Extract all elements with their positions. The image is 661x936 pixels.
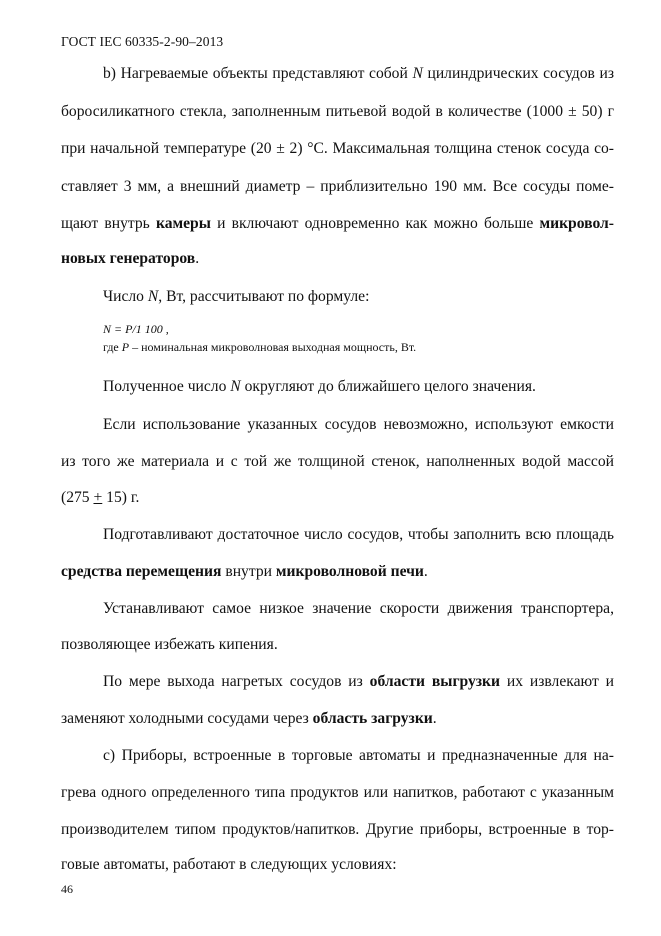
formula-expression: N = P/1 100 , (103, 322, 169, 336)
paragraph-b-line-5 (61, 215, 614, 233)
term-microwave-generators-end: новых генераторов (61, 250, 196, 267)
text-span: , Вт, рассчитывают по формуле: (158, 288, 370, 305)
prepare-line-2 (61, 563, 428, 581)
variable-N: N (412, 65, 423, 82)
alt-vessels-line-3 (61, 489, 139, 507)
formula-where-clause (103, 340, 416, 355)
alt-vessels-line-1: Если использование указанных сосудов невозможно, используют емкости (103, 416, 614, 433)
page-number: 46 (61, 882, 73, 896)
paragraph-b-line-6 (61, 250, 199, 268)
term-unload-area: области выгрузки (369, 673, 501, 690)
text-span: По мере выхода нагретых сосудов из (103, 673, 370, 690)
text-span: щают внутрь (61, 215, 156, 232)
text-span: – номинальная микроволновая выходная мощность, Вт. (129, 340, 417, 354)
unload-line-2 (61, 710, 437, 728)
text-span: Полученное число (103, 378, 231, 395)
count-formula-intro (103, 288, 369, 306)
term-load-area: область загрузки (312, 710, 433, 727)
text-span: их извлекают и (500, 673, 614, 690)
paragraph-b-line-4: ставляет 3 мм, а внешний диаметр – приблизительно 190 мм. Все сосуды поме- (61, 178, 614, 195)
speed-line-2: позволяющее избежать кипения. (61, 636, 278, 653)
paragraph-b-line-1 (103, 65, 614, 83)
text-span: 15) г. (102, 489, 140, 506)
variable-N: N (147, 288, 159, 305)
text-span: (275 (61, 489, 94, 506)
term-chamber: камеры (155, 215, 211, 232)
text-span: b) Нагреваемые объекты представляют собой (103, 65, 413, 82)
paragraph-b-line-3: при начальной температуре (20 ± 2) °С. Максимальная толщина стенок сосуда со- (61, 140, 614, 157)
paragraph-c-line-3: производителем типом продуктов/напитков. Другие приборы, встроенные в тор- (61, 821, 614, 838)
prepare-line-1: Подготавливают достаточное число сосудов, чтобы заполнить всю площадь (103, 526, 614, 543)
rounding-rule (103, 378, 536, 396)
variable-N: N (230, 378, 241, 395)
text-span: внутри (221, 563, 276, 580)
text-span: где (103, 340, 122, 354)
paragraph-b-line-2: боросиликатного стекла, заполненным питьевой водой в количестве (1000 ± 50) г (61, 103, 614, 120)
text-span: . (195, 250, 200, 267)
paragraph-c-line-1: c) Приборы, встроенные в торговые автоматы и предназначенные для на- (103, 747, 614, 764)
text-span: округляют до ближайшего целого значения. (240, 378, 536, 395)
variable-P: P (121, 340, 130, 354)
text-span: . (432, 710, 437, 727)
term-transport-means: средства перемещения (61, 563, 222, 580)
text-span: и включают одновременно как можно больше (210, 215, 540, 232)
alt-vessels-line-2: из того же материала и с той же толщиной стенок, наполненных водой массой (61, 453, 614, 470)
text-span: Число (103, 288, 148, 305)
text-span: заменяют холодными сосудами через (61, 710, 313, 727)
plus-minus-sign: + (93, 489, 103, 506)
unload-line-1 (103, 673, 614, 691)
paragraph-c-line-2: грева одного определенного типа продуктов или напитков, работают с указанным (61, 784, 614, 801)
speed-line-1: Устанавливают самое низкое значение скорости движения транспортера, (103, 600, 614, 617)
paragraph-c-line-4: говые автоматы, работают в следующих условиях: (61, 856, 397, 873)
term-microwave-generators-part: микровол- (539, 215, 614, 232)
text-span: . (423, 563, 428, 580)
text-span: цилиндрических сосудов из (422, 65, 614, 82)
document-header: ГОСТ IEC 60335-2-90–2013 (61, 34, 224, 49)
term-microwave-oven: микроволновой печи (275, 563, 424, 580)
